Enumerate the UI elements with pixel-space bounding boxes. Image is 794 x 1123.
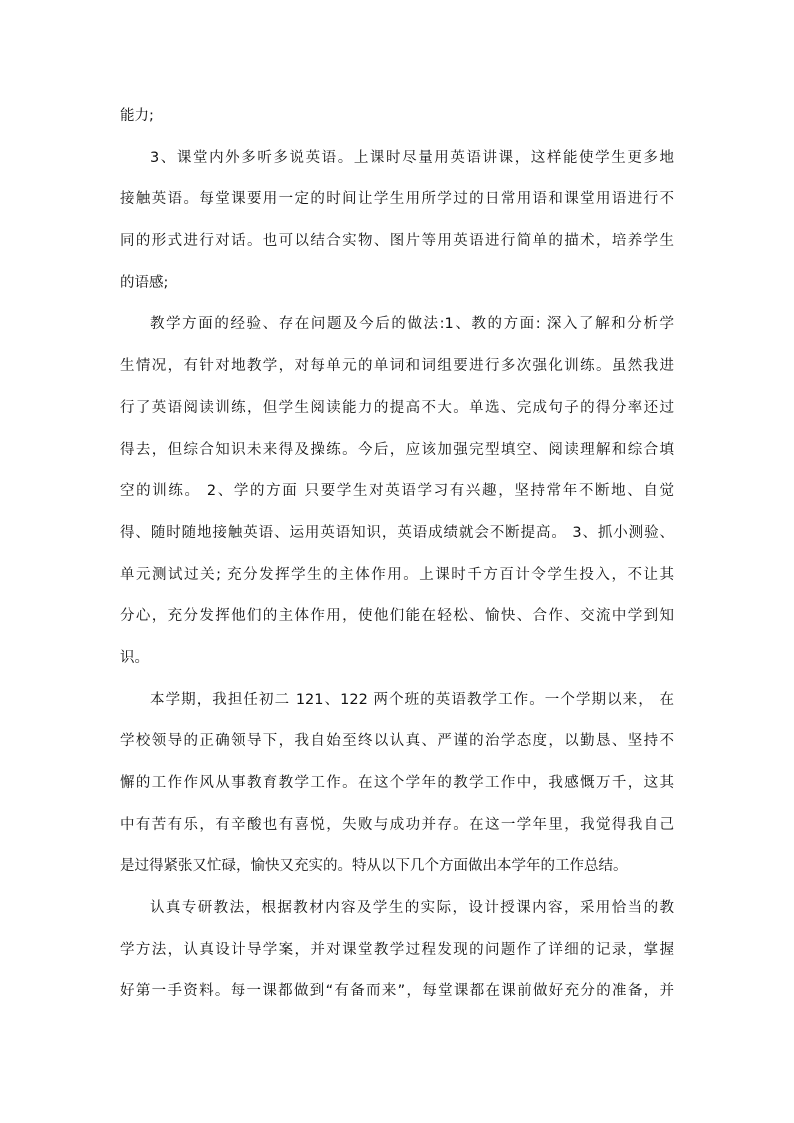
text-line: 好第一手资料。每一课都做到“有备而来”，每堂课都在课前做好充分的准备，并 (120, 983, 674, 1000)
text-line: 识。 (120, 649, 149, 666)
text-line: 本学期，我担任初二 121、122 两个班的英语教学工作。一个学期以来， 在 (150, 691, 674, 708)
text-line: 分心，充分发挥他们的主体作用，使他们能在轻松、愉快、合作、交流中学到知 (120, 608, 674, 625)
text-line: 学方法，认真设计导学案，并对课堂教学过程发现的问题作了详细的记录，掌握 (120, 941, 674, 958)
paragraph (120, 138, 674, 305)
text-line: 能力; (120, 108, 154, 124)
text-line: 同的形式进行对话。也可以结合实物、图片等用英语进行简单的描术，培养学生 (120, 233, 674, 250)
text-line: 生情况，有针对地教学，对每单元的单词和词组要进行多次强化训练。虽然我进 (120, 358, 674, 375)
paragraph (120, 304, 674, 679)
document-body (120, 96, 674, 1013)
text-line: 中有苦有乐，有辛酸也有喜悦，失败与成功并存。在这一学年里，我觉得我自己 (120, 816, 674, 833)
paragraph (120, 888, 674, 1013)
text-line: 行了英语阅读训练，但学生阅读能力的提高不大。单选、完成句子的得分率还过 (120, 399, 674, 416)
text-line: 学校领导的正确领导下，我自始至终以认真、严谨的治学态度，以勤恳、坚持不 (120, 733, 674, 750)
text-line: 3、课堂内外多听多说英语。上课时尽量用英语讲课，这样能使学生更多地 (150, 149, 674, 166)
text-line: 的语感; (120, 274, 169, 291)
text-line: 懈的工作作风从事教育教学工作。在这个学年的教学工作中，我感慨万千，这其 (120, 775, 674, 791)
text-line: 接触英语。每堂课要用一定的时间让学生用所学过的日常用语和课堂用语进行不 (120, 191, 674, 208)
text-line: 单元测试过关; 充分发挥学生的主体作用。上课时千方百计令学生投入，不让其 (120, 566, 674, 583)
text-line: 空的训练。 2、学的方面 只要学生对英语学习有兴趣，坚持常年不断地、自觉 (120, 483, 674, 500)
paragraph (120, 96, 674, 138)
paragraph (120, 680, 674, 888)
text-line: 得去，但综合知识未来得及操练。今后，应该加强完型填空、阅读理解和综合填 (120, 441, 674, 458)
text-line: 教学方面的经验、存在问题及今后的做法:1、教的方面: 深入了解和分析学 (150, 316, 674, 333)
text-line: 是过得紧张又忙碌，愉快又充实的。特从以下几个方面做出本学年的工作总结。 (120, 858, 628, 875)
text-line: 得、随时随地接触英语、运用英语知识，英语成绩就会不断提高。 3、抓小测验、 (120, 524, 674, 541)
text-line: 认真专研教法，根据教材内容及学生的实际，设计授课内容，采用恰当的教 (150, 900, 674, 917)
